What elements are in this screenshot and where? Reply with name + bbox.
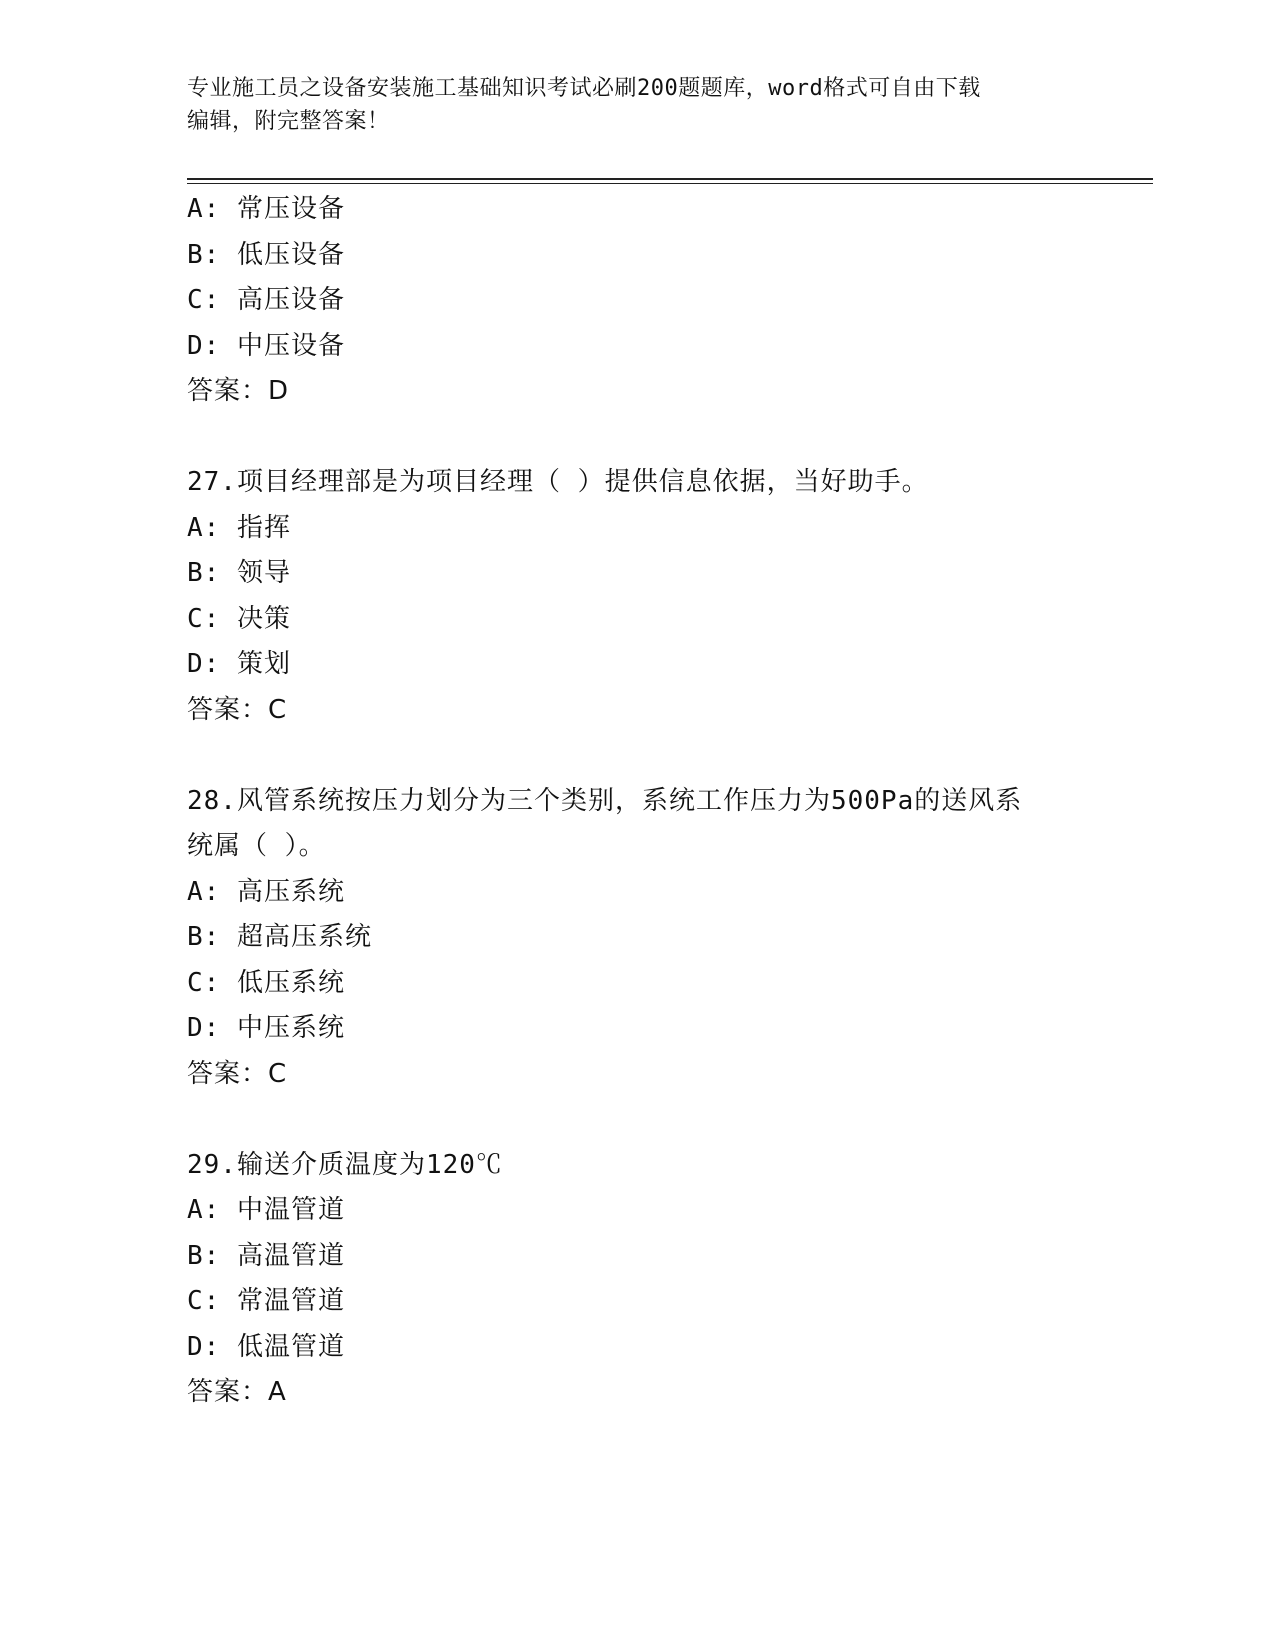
header-title-line-2: 编辑，附完整答案！ (187, 109, 390, 134)
header-divider-thin (187, 183, 1153, 184)
option-d: D: 低温管道 (187, 1331, 345, 1362)
question-text: 29.输送介质温度为120℃ (187, 1149, 503, 1180)
option-a: A: 常压设备 (187, 194, 345, 224)
question-26-continued (187, 187, 1087, 415)
option-a: A: 指挥 (187, 512, 291, 543)
question-text: 27.项目经理部是为项目经理（ ）提供信息依据，当好助手。 (187, 467, 929, 497)
question-27 (187, 460, 1087, 733)
option-c: C: 常温管道 (187, 1286, 345, 1316)
header-divider-thick (187, 178, 1153, 180)
option-b: B: 超高压系统 (187, 922, 372, 952)
option-a: A: 高压系统 (187, 876, 345, 907)
question-28 (187, 779, 1087, 1098)
option-a: A: 中温管道 (187, 1195, 345, 1225)
question-text-line-1: 28.风管系统按压力划分为三个类别，系统工作压力为500Pa的送风系 (187, 785, 1023, 816)
document-header (187, 72, 1067, 138)
option-c: C: 高压设备 (187, 285, 345, 315)
spacer (187, 733, 1087, 779)
question-29 (187, 1143, 1087, 1416)
option-b: B: 低压设备 (187, 239, 345, 270)
answer-line: 答案：C (187, 694, 288, 725)
answer-line: 答案：A (187, 1377, 287, 1407)
option-d: D: 策划 (187, 649, 291, 679)
option-d: D: 中压设备 (187, 330, 345, 361)
option-c: C: 低压系统 (187, 967, 345, 998)
answer-line: 答案：D (187, 376, 290, 406)
option-d: D: 中压系统 (187, 1013, 345, 1043)
question-list (187, 187, 1087, 1416)
header-title-line-1: 专业施工员之设备安装施工基础知识考试必刷200题题库，word格式可自由下载 (187, 76, 981, 101)
spacer (187, 1097, 1087, 1143)
option-b: B: 领导 (187, 558, 291, 588)
question-text-line-2: 统属（ ）。 (187, 831, 326, 861)
answer-line: 答案：C (187, 1058, 288, 1089)
option-c: C: 决策 (187, 603, 291, 634)
option-b: B: 高温管道 (187, 1240, 345, 1271)
spacer (187, 415, 1087, 461)
